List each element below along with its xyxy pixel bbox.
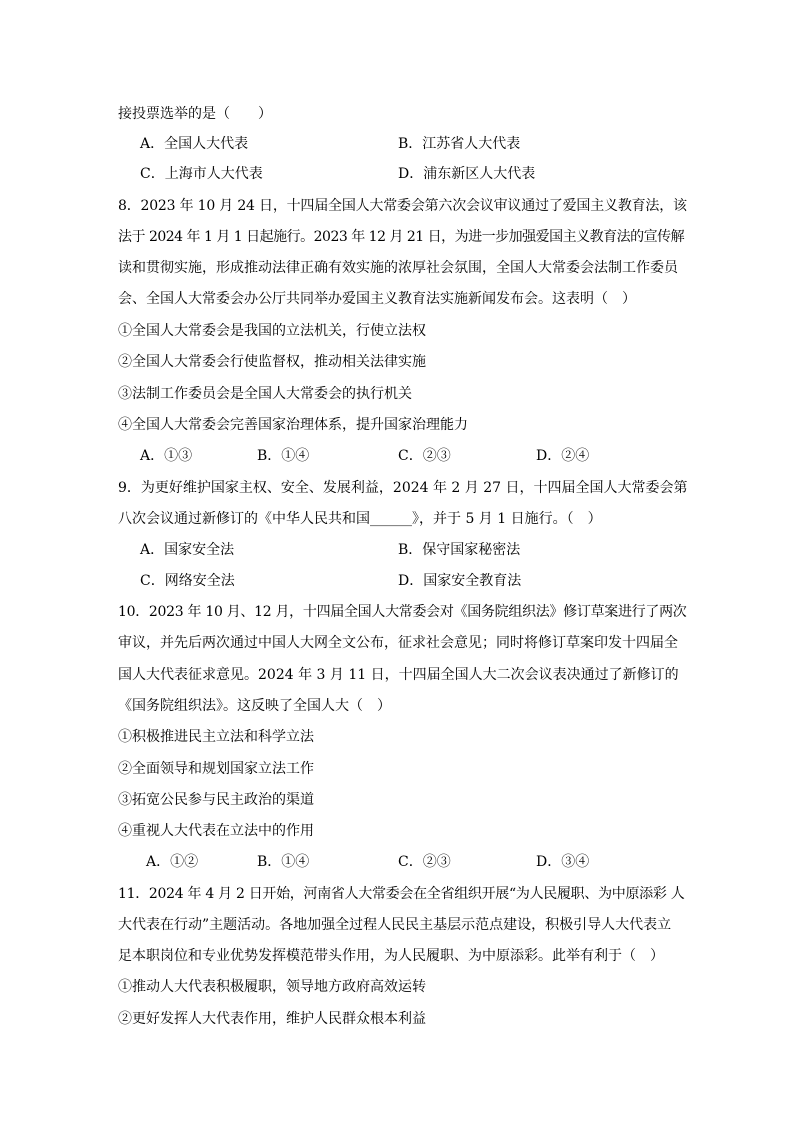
q8-statement-2: ②全国人大常委会行使监督权，推动相关法律实施 — [118, 354, 426, 370]
q10-statement-3: ③拓宽公民参与民主政治的渠道 — [118, 792, 314, 808]
q11-statement-2: ②更好发挥人大代表作用，维护人民群众根本利益 — [118, 1011, 426, 1027]
q10-stem-line-4: 《国务院组织法》。这反映了全国人大（ ） — [118, 698, 391, 714]
q11-statement-1: ①推动人大代表积极履职，领导地方政府高效运转 — [118, 979, 426, 995]
q9-option-b: B．保守国家秘密法 — [398, 542, 521, 558]
q8-option-c: C．②③ — [398, 448, 451, 464]
q11-stem-line-1: 11．2024 年 4 月 2 日开始，河南省人大常委会在全省组织开展“为人民履职、为中原添彩 人 — [118, 886, 685, 902]
q11-stem-line-2: 大代表在行动”主题活动。各地加强全过程人民民主基层示范点建设，积极引导人大代表立 — [118, 917, 672, 933]
q8-statement-4: ④全国人大常委会完善国家治理体系，提升国家治理能力 — [118, 417, 468, 433]
q9-option-c: C．网络安全法 — [140, 573, 235, 589]
q9-stem-line-2: 八次会议通过新修订的《中华人民共和国______》，并于 5 月 1 日施行。（ ） — [118, 511, 602, 527]
q7-option-a: A．全国人大代表 — [140, 136, 249, 152]
q8-stem-line-2: 法于 2024 年 1 月 1 日起施行。2023 年 12 月 21 日，为进一步加强爱国主义教育法的宣传解 — [118, 229, 685, 245]
q8-stem-line-1: 8．2023 年 10 月 24 日，十四届全国人大常委会第六次会议审议通过了爱国主义教育法，该 — [118, 198, 687, 214]
q8-stem-line-3: 读和贯彻实施，形成推动法律正确有效实施的浓厚社会氛围，全国人大常委会法制工作委员 — [118, 260, 678, 276]
q10-stem-line-1: 10．2023 年 10 月、12 月，十四届全国人大常委会对《国务院组织法》修订草案进行了两次 — [118, 604, 687, 620]
q8-option-b: B．①④ — [257, 448, 310, 464]
q10-option-b: B．①④ — [257, 854, 310, 870]
q8-option-d: D．②④ — [536, 448, 590, 464]
q10-option-a: A．①② — [146, 854, 199, 870]
q7-stem: 接投票选举的是（ ） — [118, 106, 272, 122]
q10-statement-4: ④重视人大代表在立法中的作用 — [118, 823, 314, 839]
q8-statement-1: ①全国人大常委会是我国的立法机关，行使立法权 — [118, 323, 426, 339]
q8-stem-line-4: 会、全国人大常委会办公厅共同举办爱国主义教育法实施新闻发布会。这表明（ ） — [118, 291, 636, 307]
q8-option-a: A．①③ — [140, 448, 193, 464]
q10-option-d: D．③④ — [536, 854, 590, 870]
q10-statement-2: ②全面领导和规划国家立法工作 — [118, 761, 314, 777]
q10-option-c: C．②③ — [398, 854, 451, 870]
q7-option-b: B．江苏省人大代表 — [398, 136, 521, 152]
q9-stem-line-1: 9．为更好维护国家主权、安全、发展利益，2024 年 2 月 27 日，十四届全国人大常委会第 — [118, 480, 688, 496]
q7-option-d: D．浦东新区人大代表 — [398, 166, 536, 182]
q10-stem-line-2: 审议，并先后两次通过中国人大网全文公布，征求社会意见；同时将修订草案印发十四届全 — [118, 635, 678, 651]
q9-option-a: A．国家安全法 — [140, 542, 235, 558]
q10-statement-1: ①积极推进民主立法和科学立法 — [118, 729, 314, 745]
q10-stem-line-3: 国人大代表征求意见。2024 年 3 月 11 日，十四届全国人大二次会议表决通过了新修订的 — [118, 667, 679, 683]
q8-statement-3: ③法制工作委员会是全国人大常委会的执行机关 — [118, 386, 412, 402]
q11-stem-line-3: 足本职岗位和专业优势发挥模范带头作用，为人民履职、为中原添彩。此举有利于（ ） — [118, 948, 664, 964]
q9-option-d: D．国家安全教育法 — [398, 573, 522, 589]
q7-option-c: C．上海市人大代表 — [140, 166, 263, 182]
